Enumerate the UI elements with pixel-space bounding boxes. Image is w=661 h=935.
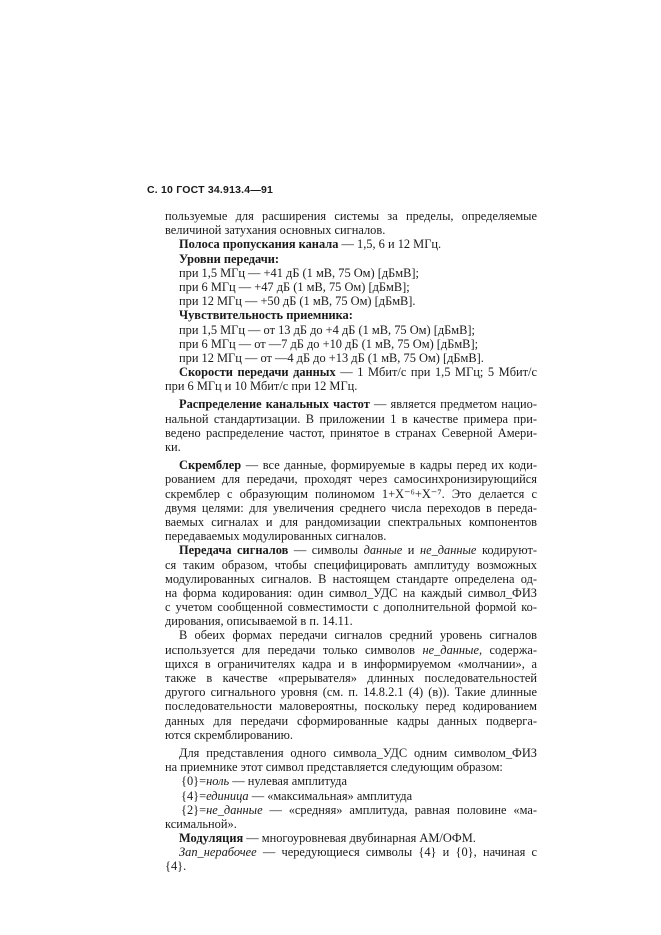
text-line: рованием для передачи, проходят через самосинхронизирующийся bbox=[165, 472, 537, 487]
text-line: передаваемых модулированных сигналов. bbox=[165, 529, 387, 544]
text-line: при 6 МГц и 10 Мбит/с при 12 МГц. bbox=[165, 379, 358, 394]
tx-levels-heading: Уровни передачи: bbox=[179, 251, 280, 266]
symbol-term: единица bbox=[206, 788, 249, 803]
text-line: модулированных сигналов. В настоящем стандарте определена од- bbox=[165, 571, 537, 586]
data-rate-title: Скорости передачи данных bbox=[179, 365, 336, 380]
symbol-definition bbox=[165, 803, 537, 817]
term-data: данные bbox=[363, 543, 403, 558]
tx-level-item: при 12 МГц — +50 дБ (1 мВ, 75 Ом) [дБмВ]. bbox=[179, 294, 416, 309]
text-line: Для представления одного символа_УДС одним символом_ФИЗ bbox=[179, 745, 537, 760]
rx-sensitivity-heading: Чувствительность приемника: bbox=[179, 308, 353, 323]
signaling-text: кодируют- bbox=[476, 543, 537, 558]
idle-text: — чередующиеся символы {4} и {0}, начиная с bbox=[256, 845, 537, 860]
text-line: дирования, описываемой в п. 14.11. bbox=[165, 614, 353, 629]
text-line bbox=[165, 643, 537, 657]
symbol-definition bbox=[165, 789, 537, 803]
modulation-title: Модуляция bbox=[179, 831, 244, 846]
idle-line bbox=[165, 845, 537, 859]
text-line: пользуемые для расширения системы за пределы, определяемые bbox=[165, 209, 537, 223]
text-line: ваемых сигналах и для рандомизации спектральных компонентов bbox=[165, 514, 537, 529]
rx-level-item: при 1,5 МГц — от 13 дБ до +4 дБ (1 мВ, 75 Ом) [дБмВ]; bbox=[179, 322, 475, 337]
channel-distribution-title: Распределение канальных частот bbox=[179, 397, 370, 412]
text-fragment: , содержа- bbox=[478, 642, 537, 657]
scrambler-line bbox=[165, 458, 537, 472]
text-line: ются скремблированию. bbox=[165, 727, 294, 742]
document-body bbox=[165, 209, 537, 874]
data-rate-line bbox=[165, 365, 537, 379]
text-line: также в качестве «прерывателя» длинных последовательностей bbox=[165, 671, 537, 685]
signaling-title: Передача сигналов bbox=[179, 543, 289, 558]
rx-level-item: при 12 МГц — от —4 дБ до +13 дБ (1 мВ, 75 Ом) [дБмВ]. bbox=[179, 350, 484, 365]
text-line: ведено распределение частот, принятое в странах Северной Амери- bbox=[165, 425, 537, 440]
term-no-data: не_данные bbox=[419, 543, 477, 558]
text-line: на форма кодирования: один символ_УДС на каждый символ_ФИЗ bbox=[165, 585, 537, 600]
scrambler-text: — все данные, формируемые в кадры перед их коди- bbox=[241, 458, 537, 473]
modulation-text: — многоуровневая двубинарная АМ/ОФМ. bbox=[243, 831, 476, 846]
text-line: другого сигнального уровня (см. п. 14.8.2.1 (4) (в)). Такие длинные bbox=[165, 685, 537, 700]
scrambler-title: Скремблер bbox=[179, 458, 242, 473]
symbol-code: {4}= bbox=[181, 788, 207, 803]
text-line: В обеих формах передачи сигналов средний уровень сигналов bbox=[179, 628, 537, 643]
modulation-line bbox=[165, 831, 537, 845]
bandwidth-title: Полоса пропускания канала bbox=[179, 237, 339, 252]
data-rate-value: — 1 Мбит/с при 1,5 МГц; 5 Мбит/с bbox=[335, 365, 537, 380]
text-line: величиной затухания основных сигналов. bbox=[165, 223, 386, 238]
bandwidth-line bbox=[165, 237, 537, 251]
symbol-term: ноль bbox=[206, 774, 230, 789]
symbol-code: {0}= bbox=[181, 774, 207, 789]
symbol-description: — нулевая амплитуда bbox=[229, 774, 347, 789]
page-header: С. 10 ГОСТ 34.913.4—91 bbox=[147, 184, 274, 196]
symbol-definition bbox=[165, 774, 537, 788]
signaling-line bbox=[165, 543, 537, 557]
symbol-description: — «средняя» амплитуда, равная половине «ма- bbox=[262, 802, 537, 817]
text-line: двумя целями: для увеличения среднего числа переходов в переда- bbox=[165, 500, 537, 515]
rx-sensitivity-title bbox=[165, 308, 537, 322]
text-line: с учетом сообщенной совместимости с дополнительной формой ко- bbox=[165, 600, 537, 615]
term-idle: Зап_нерабочее bbox=[179, 845, 257, 860]
text-line: нальной стандартизации. В приложении 1 в качестве примера при- bbox=[165, 411, 537, 426]
text-line: на приемнике этот символ представляется следующим образом: bbox=[165, 760, 503, 775]
symbol-description: — «максимальная» амплитуда bbox=[248, 788, 413, 803]
text-line: ки. bbox=[165, 440, 181, 454]
text-line: данных для передачи сформированные кадры данных подверга- bbox=[165, 713, 537, 728]
text-line: щихся в ограничителях кадра и в информируемом «молчании», а bbox=[165, 656, 537, 671]
channel-distribution-text: — является предметом нацио- bbox=[369, 397, 537, 412]
text-line: ксимальной». bbox=[165, 816, 237, 831]
text-line: скремблер с образующим полиномом 1+X⁻⁶+X⁻⁷. Это делается с bbox=[165, 486, 537, 501]
tx-level-item: при 6 МГц — +47 дБ (1 мВ, 75 Ом) [дБмВ]; bbox=[179, 279, 410, 294]
symbol-term: не_данные bbox=[206, 802, 263, 817]
signaling-text: и bbox=[402, 543, 420, 558]
symbol-code: {2}= bbox=[181, 802, 207, 817]
text-fragment: используется для передачи только символов bbox=[165, 642, 423, 657]
text-line: ся таким образом, чтобы специфицировать амплитуду возможных bbox=[165, 557, 537, 572]
text-line: последовательности маловероятны, поскольку перед кодированием bbox=[165, 699, 537, 714]
channel-distribution-line bbox=[165, 397, 537, 411]
rx-level-item: при 6 МГц — от —7 дБ до +10 дБ (1 мВ, 75 Ом) [дБмВ]; bbox=[179, 336, 479, 351]
bandwidth-value: — 1,5, 6 и 12 МГц. bbox=[338, 237, 442, 252]
signaling-text: — символы bbox=[288, 543, 364, 558]
tx-levels-title bbox=[165, 252, 537, 266]
tx-level-item: при 1,5 МГц — +41 дБ (1 мВ, 75 Ом) [дБмВ]; bbox=[179, 265, 419, 280]
term-no-data: не_данные bbox=[422, 642, 479, 657]
text-line: {4}. bbox=[165, 859, 187, 874]
